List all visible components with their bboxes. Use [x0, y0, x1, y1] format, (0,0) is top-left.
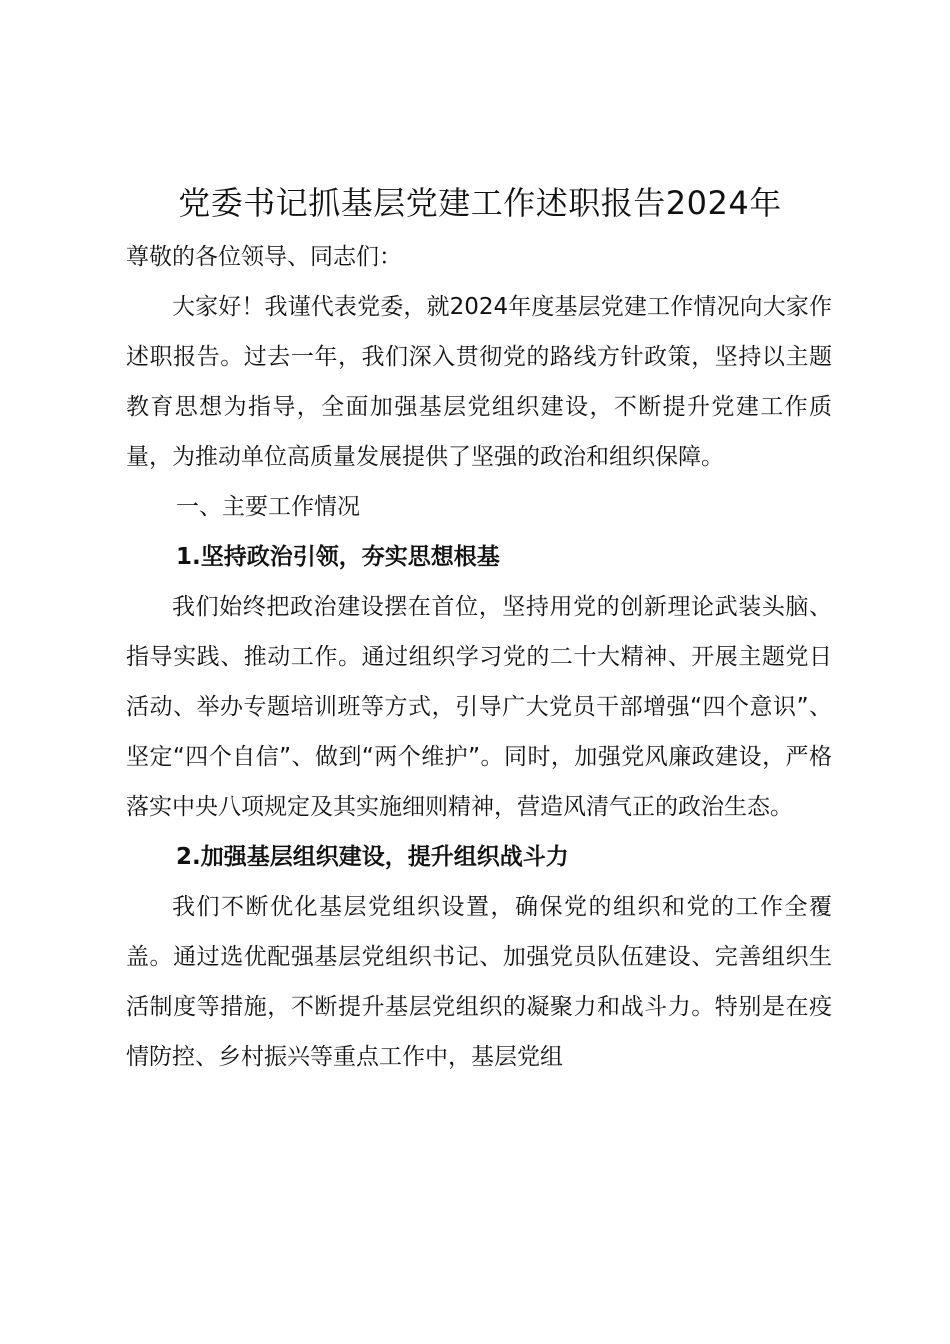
paragraph-political-leadership: 我们始终把政治建设摆在首位，坚持用党的创新理论武装头脑、指导实践、推动工作。通过组织学习党的二十大精神、开展主题党日活动、举办专题培训班等方式，引导广大党员干部增强“四个意识”、坚定“四个自信”、做到“两个维护”。同时，加强党风廉政建设，严格落实中央八项规定及其实施细则精神，营造风清气正的政治生态。	[126, 594, 832, 820]
subheading-political-leadership: 1.坚持政治引领，夯实思想根基	[176, 544, 500, 570]
document-title: 党委书记抓基层党建工作述职报告2024年	[178, 184, 782, 222]
subheading-organization-building: 2.加强基层组织建设，提升组织战斗力	[176, 844, 569, 870]
paragraph-organization-building: 我们不断优化基层党组织设置，确保党的组织和党的工作全覆盖。通过选优配强基层党组织书记、加强党员队伍建设、完善组织生活制度等措施，不断提升基层党组织的凝聚力和战斗力。特别是在疫情防控、乡村振兴等重点工作中，基层党组	[126, 894, 832, 1070]
greeting-line: 尊敬的各位领导、同志们：	[126, 244, 402, 270]
section-heading-main-work: 一、主要工作情况	[176, 494, 360, 520]
document-body	[126, 232, 832, 1082]
intro-paragraph: 大家好！我谨代表党委，就2024年度基层党建工作情况向大家作述职报告。过去一年，我们深入贯彻党的路线方针政策，坚持以主题教育思想为指导，全面加强基层党组织建设，不断提升党建工作质量，为推动单位高质量发展提供了坚强的政治和组织保障。	[126, 294, 832, 470]
